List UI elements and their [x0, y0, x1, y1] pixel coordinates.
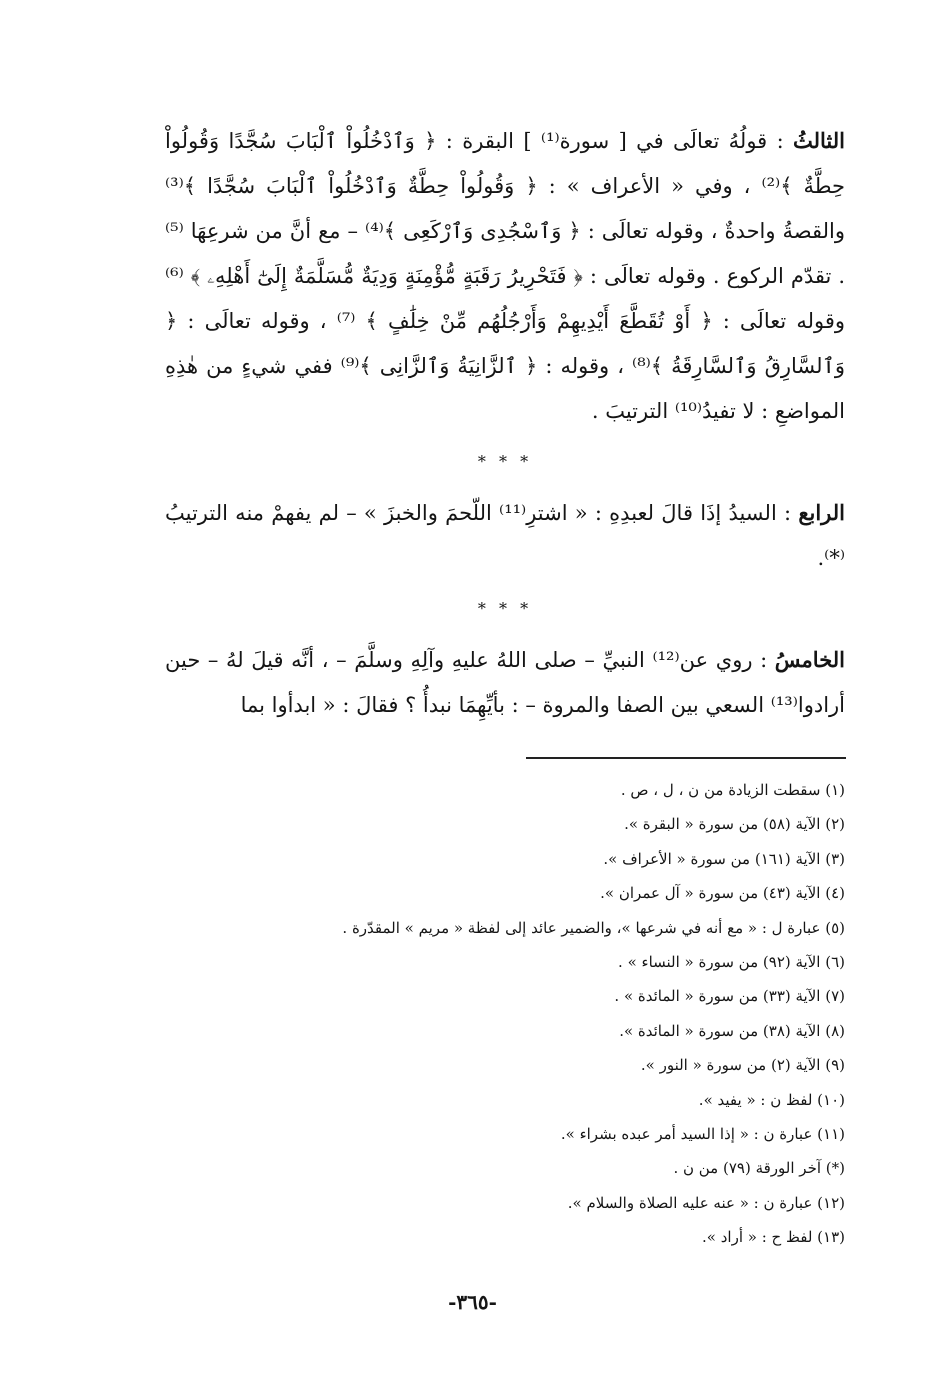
section-label-fifth: الخامسُ [774, 647, 845, 672]
section-separator: * * * [477, 452, 533, 471]
footnote: (١٠) لفظ ن : « يفيد ». [698, 1090, 845, 1109]
footnote: (١٢) عبارة ن : « عنه عليه الصلاة والسلام ». [567, 1193, 845, 1212]
paragraph-third-text: : قولُهُ تعالَى في [ سورة⁽¹⁾ ] البقرة : ﴿ وَٱدْخُلُواْ ٱلْبَابَ سُجَّدًا وَقُولُواْ حِطَّةٌ ﴾⁽²⁾ ، وفي « الأعراف » : ﴿ وَقُولُواْ حِطَّةٌ وَٱدْخُلُواْ ٱلْبَابَ سُجَّدًا ﴾⁽³⁾ والقصةُ واحدةٌ ، وقوله تعالَى : ﴿ وَٱسْجُدِى وَٱرْكَعِى ﴾⁽⁴⁾ – مع أنَّ من شرعِهَا ⁽⁵⁾ . تقدّم الركوع . وقوله تعالَى : ﴿ فَتَحْرِيرُ رَقَبَةٍ مُّؤْمِنَةٍ وَدِيَةٌ مُّسَلَّمَةٌ إِلَىٰٓ أَهْلِهِۦ ﴾ ⁽⁶⁾ وقوله تعالَى : ﴿ أَوْ تُقَطَّعَ أَيْدِيهِمْ وَأَرْجُلُهُم مِّنْ خِلَٰفٍ ﴾ ⁽⁷⁾ ، وقوله تعالَى : ﴿ وَٱلسَّارِقُ وَٱلسَّارِقَةُ ﴾⁽⁸⁾ ، وقوله : ﴿ ٱلزَّانِيَةُ وَٱلزَّانِى ﴾⁽⁹⁾ ففي شيءٍ من هٰذِهِ المواضعِ : لا تفيدُ⁽¹⁰⁾ الترتيبَ . [165, 129, 846, 423]
paragraph-fifth-text: : روي عن⁽¹²⁾ النبيِّ – صلى اللهُ عليهِ وآلِهِ وسلَّمَ – ، أنَّه قيلَ لهُ – حين أرادوا⁽¹³⁾ السعي بين الصفا والمروة – : بأيِّهِمَا نبدأُ ؟ فقالَ : « ابدأوا بما [165, 648, 845, 717]
footnote: (*) آخر الورقة (٧٩) من ن . [673, 1159, 845, 1178]
paragraph-fourth [165, 490, 845, 581]
page-number: -٣٦٥- [448, 1290, 497, 1314]
footnote: (١٣) لفظ ح : « أراد ». [702, 1228, 845, 1247]
footnote: (١١) عبارة ن : « إذا السيد أمر عبده بشراء ». [560, 1124, 845, 1143]
footnote: (١) سقطت الزيادة من ن ، ل ، ص . [620, 781, 845, 799]
footnote: (٥) عبارة ل : « مع أنه في شرعها »، والضمير عائد إلى لفظة « مريم » المقدّرة . [342, 918, 845, 937]
paragraph-fifth [165, 637, 845, 728]
footnote: (٣) الآية (١٦١) من سورة « الأعراف ». [603, 849, 845, 868]
section-separator: * * * [477, 599, 533, 618]
footnote: (٨) الآية (٣٨) من سورة « المائدة ». [619, 1021, 845, 1040]
paragraph-third [165, 118, 845, 434]
main-text [165, 118, 845, 728]
footnotes [300, 773, 845, 1254]
footnote: (٩) الآية (٢) من سورة « النور ». [640, 1056, 845, 1075]
paragraph-fourth-text: : السيدُ إذَا قالَ لعبدِهِ : « اشترِ⁽¹¹⁾ اللّحمَ والخبزَ » – لم يفهمْ منه الترتيبُ ⁽*⁾. [165, 501, 845, 570]
footnote: (٤) الآية (٤٣) من سورة « آل عمران ». [600, 884, 845, 903]
footnote: (٢) الآية (٥٨) من سورة « البقرة ». [624, 815, 845, 834]
section-label-third: الثالثُ [793, 128, 845, 153]
footnote: (٧) الآية (٣٣) من سورة « المائدة » . [614, 987, 845, 1006]
section-label-fourth: الرابع [798, 500, 845, 525]
footnote-divider [526, 757, 846, 759]
footnote: (٦) الآية (٩٢) من سورة « النساء » . [618, 952, 845, 971]
